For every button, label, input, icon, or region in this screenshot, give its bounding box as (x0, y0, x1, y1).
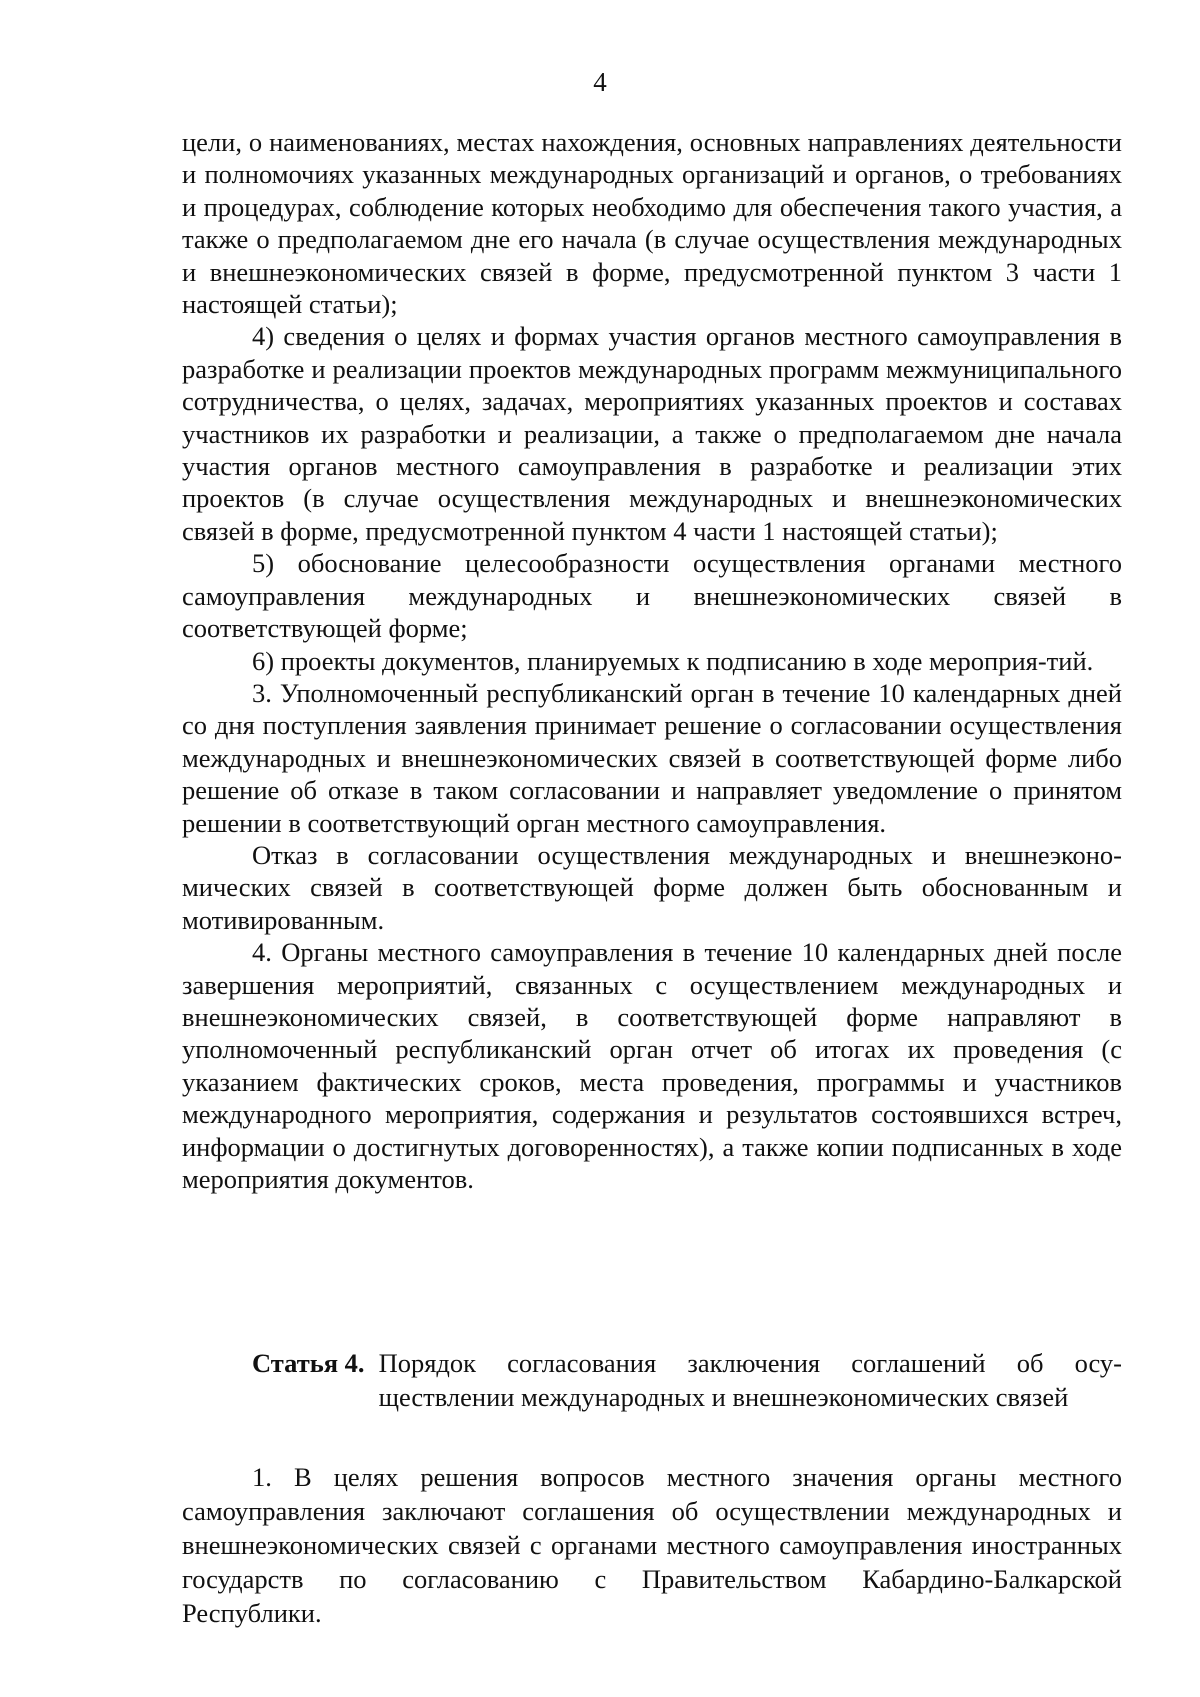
paragraph: 4. Органы местного самоуправления в течение 10 календарных дней после завершения мероприятий, связанных с осуществлением международных и внешнеэкономических связей, в соответствующей форме направляют в уполномоченный республиканский орган отчет об итогах их проведения (с указанием фактических сроков, места проведения, программы и участников международного мероприятия, содержания и результатов состоявшихся встреч, информации о достигнутых договоренностях), а также копии подписанных в ходе мероприятия документов. (182, 937, 1122, 1194)
paragraph: 6) проекты документов, планируемых к подписанию в ходе мероприя-тий. (252, 645, 1094, 676)
paragraph: 5) обоснование целесообразности осуществления органами местного самоуправления международных и внешнеэкономических связей в соответствующей форме; (182, 548, 1122, 644)
document-body-continued (182, 1460, 1122, 1630)
document-body (182, 126, 1122, 1195)
paragraph: Отказ в согласовании осуществления международных и внешнеэконо-мических связей в соответствующей форме должен быть обоснованным и мотивированным. (182, 839, 1122, 935)
paragraph: цели, о наименованиях, местах нахождения, основных направлениях деятельности и полномочиях указанных международных организаций и органов, о требованиях и процедурах, соблюдение которых необходимо для обеспечения такого участия, а также о предполагаемом дне его начала (в случае осуществления международных и внешнеэкономических связей в форме, предусмотренной пунктом 3 части 1 настоящей статьи); (182, 127, 1122, 320)
paragraph: 3. Уполномоченный республиканский орган в течение 10 календарных дней со дня поступления заявления принимает решение о согласовании осуществления международных и внешнеэкономических связей в соответствующей форме либо решение об отказе в таком согласовании и направляет уведомление о принятом решении в соответствующий орган местного самоуправления. (182, 677, 1122, 838)
article-label: Статья 4. (252, 1348, 365, 1378)
paragraph: 1. В целях решения вопросов местного значения органы местного самоуправления заключают соглашения об осуществлении международных и внешнеэкономических связей с органами местного самоуправления иностранных государств по согласованию с Правительством Кабардино-Балкарской Республики. (182, 1462, 1122, 1628)
page-number: 4 (593, 67, 607, 97)
article-heading (252, 1346, 1122, 1414)
paragraph: 4) сведения о целях и формах участия органов местного самоуправления в разработке и реализации проектов международных программ межмуниципального сотрудничества, о целях, задачах, мероприятиях указанных проектов и составах участников их разработки и реализации, а также о предполагаемом дне начала участия органов местного самоуправления в разработке и реализации этих проектов (в случае осуществления международных и внешнеэкономических связей в форме, предусмотренной пунктом 4 части 1 настоящей статьи); (182, 321, 1122, 546)
article-title: Порядок согласования заключения соглашений об осу-ществлении международных и внешнеэкономических связей (378, 1348, 1122, 1412)
